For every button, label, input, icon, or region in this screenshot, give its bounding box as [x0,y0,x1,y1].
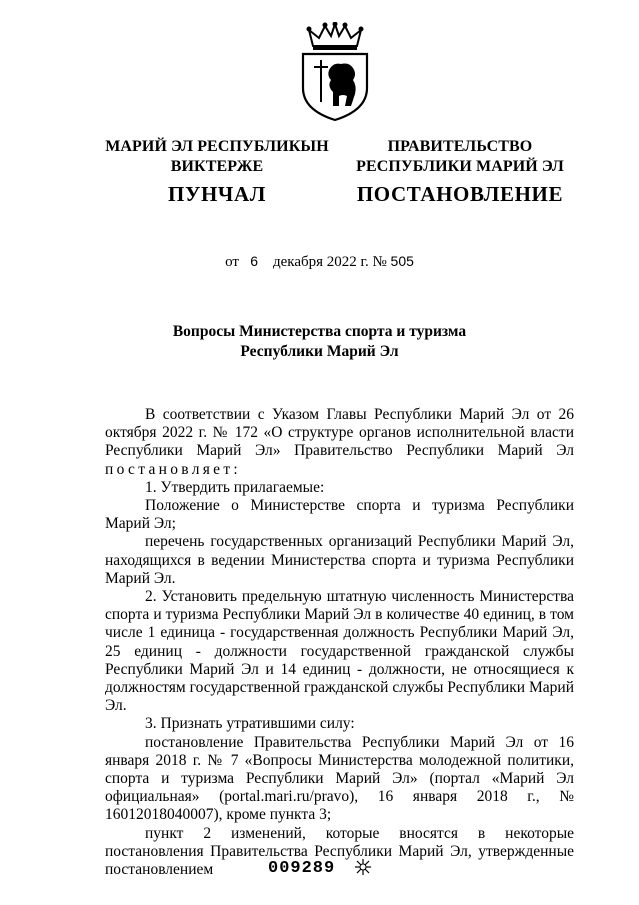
paragraph-regulation: Положение о Министерстве спорта и туризма Республики Марий Эл; [105,497,574,533]
paragraph-repealed-item: пункт 2 изменений, которые вносятся в некоторые постановления Правительства Республики Марий Эл, утвержденные постановлением [105,824,574,879]
postanovlyaet-word: постановляет: [105,460,242,478]
paragraph-item-2: 2. Установить предельную штатную численность Министерства спорта и туризма Республики Марий Эл в количестве 40 единиц, в том числе 1 единица - государственная должность Республики Марий Эл, 25 единиц - должности государственной гражданской службы Республики Марий Эл и 14 единиц - должности, не относящиеся к должностям государственной гражданской службы Республики Марий Эл. [105,588,574,715]
title-line1: Вопросы Министерства спорта и туризма [172,323,467,340]
date-month-year: декабря 2022 г. № [272,254,387,270]
paragraph-preamble [105,406,574,479]
coat-of-arms-emblem [299,22,371,122]
document-title [0,322,639,362]
header-right-doc-type: ПОСТАНОВЛЕНИЕ [356,182,564,206]
document-body [105,406,574,879]
header-mari-language [82,137,352,207]
asterisk-mark-icon [354,858,372,876]
header-right-line1: ПРАВИТЕЛЬСТВО [387,138,533,155]
header-russian-language [340,137,580,207]
paragraph-organizations-list: перечень государственных организаций Республики Марий Эл, находящихся в ведении Министерства спорта и туризма Республики Марий Эл. [105,533,574,587]
header-left-line1: МАРИЙ ЭЛ РЕСПУБЛИКЫН [105,138,329,155]
header-left-doc-type: ПУНЧАЛ [168,182,266,206]
header-left-line2: ВИКТЕРЖЕ [170,158,264,175]
header-right-line2: РЕСПУБЛИКИ МАРИЙ ЭЛ [356,158,564,175]
document-date-line [0,252,639,271]
form-serial-number: 009289 [268,859,336,878]
paragraph-item-3: 3. Признать утратившими силу: [145,715,355,733]
document-number: 505 [390,253,414,269]
date-day: 6 [250,253,258,269]
paragraph-item-1: 1. Утвердить прилагаемые: [145,478,325,496]
title-line2: Республики Марий Эл [240,343,399,360]
date-from-label: от [225,254,239,270]
preamble-text: В соответствии с Указом Главы Республики Марий Эл от 26 октября 2022 г. № 172 «О структуре органов исполнительной власти Республики Марий Эл» Правительство Республики Марий Эл [105,406,574,460]
paragraph-repealed-resolution: постановление Правительства Республики Марий Эл от 16 января 2018 г. № 7 «Вопросы Министерства молодежной политики, спорта и туризма Республики Марий Эл» (портал «Марий Эл официальная» (portal.mari.ru/pravo), 16 января 2018 г., № 16012018040007), кроме пункта 3; [105,733,574,824]
